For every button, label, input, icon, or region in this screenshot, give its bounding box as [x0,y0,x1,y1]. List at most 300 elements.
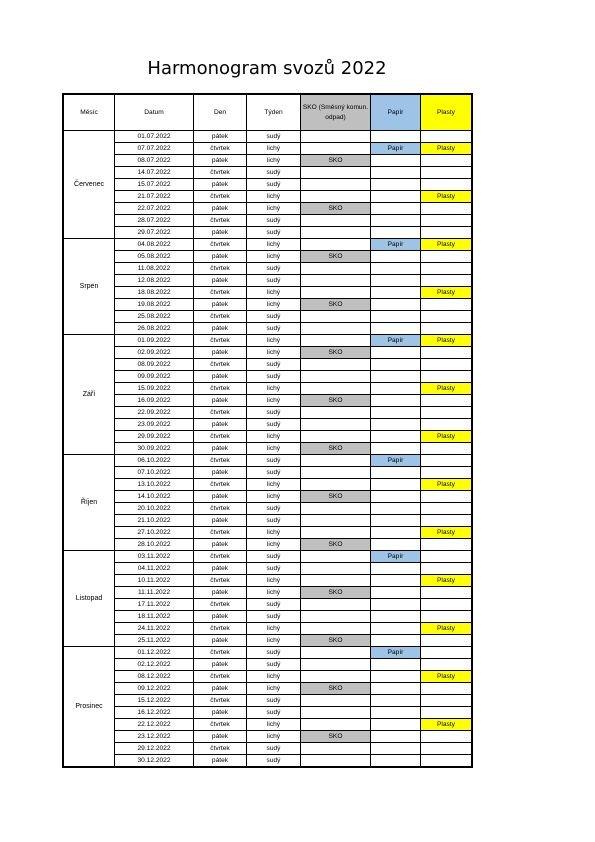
plasty-cell: Plasty [421,671,472,683]
tyden-cell: lichý [247,479,301,491]
papir-cell [371,227,421,239]
table-row [64,395,472,407]
table-row [64,755,472,767]
plasty-cell [421,731,472,743]
den-cell: čtvrtek [194,695,247,707]
plasty-cell [421,551,472,563]
papir-cell: Papír [371,239,421,251]
datum-cell: 15.09.2022 [115,383,194,395]
papir-cell: Papír [371,455,421,467]
table-row [64,359,472,371]
papir-cell [371,299,421,311]
sko-cell [301,227,371,239]
table-row [64,731,472,743]
table-row [64,575,472,587]
den-cell: pátek [194,515,247,527]
plasty-cell: Plasty [421,383,472,395]
papir-cell [371,407,421,419]
den-cell: pátek [194,419,247,431]
papir-cell [371,563,421,575]
table-row [64,383,472,395]
tyden-cell: lichý [247,395,301,407]
den-cell: čtvrtek [194,479,247,491]
den-cell: pátek [194,467,247,479]
sko-cell [301,743,371,755]
den-cell: čtvrtek [194,575,247,587]
tyden-cell: sudý [247,455,301,467]
table-row [64,503,472,515]
table-row [64,539,472,551]
tyden-cell: sudý [247,743,301,755]
papir-cell [371,287,421,299]
tyden-cell: sudý [247,515,301,527]
tyden-cell: lichý [247,491,301,503]
papir-cell [371,383,421,395]
plasty-cell: Plasty [421,623,472,635]
header-den: Den [194,95,247,131]
tyden-cell: lichý [247,587,301,599]
plasty-cell [421,467,472,479]
papir-cell [371,431,421,443]
plasty-cell: Plasty [421,479,472,491]
tyden-cell: sudý [247,227,301,239]
table-row [64,623,472,635]
den-cell: pátek [194,251,247,263]
tyden-cell: lichý [247,671,301,683]
den-cell: čtvrtek [194,263,247,275]
month-cell: Říjen [64,455,115,551]
header-mesic: Měsíc [64,95,115,131]
tyden-cell: sudý [247,419,301,431]
tyden-cell: lichý [247,539,301,551]
plasty-cell [421,251,472,263]
tyden-cell: lichý [247,575,301,587]
plasty-cell [421,491,472,503]
datum-cell: 12.08.2022 [115,275,194,287]
tyden-cell: lichý [247,347,301,359]
datum-cell: 16.09.2022 [115,395,194,407]
den-cell: pátek [194,275,247,287]
tyden-cell: lichý [247,635,301,647]
sko-cell [301,131,371,143]
papir-cell [371,719,421,731]
table-row [64,467,472,479]
table-row [64,227,472,239]
datum-cell: 19.08.2022 [115,299,194,311]
plasty-cell [421,179,472,191]
den-cell: čtvrtek [194,743,247,755]
datum-cell: 23.09.2022 [115,419,194,431]
sko-cell [301,527,371,539]
plasty-cell: Plasty [421,575,472,587]
plasty-cell [421,611,472,623]
table-row [64,251,472,263]
tyden-cell: lichý [247,431,301,443]
sko-cell: SKO [301,347,371,359]
papir-cell [371,539,421,551]
plasty-cell: Plasty [421,431,472,443]
sko-cell: SKO [301,251,371,263]
table-row [64,335,472,347]
sko-cell: SKO [301,539,371,551]
table-row [64,479,472,491]
den-cell: čtvrtek [194,167,247,179]
datum-cell: 29.09.2022 [115,431,194,443]
schedule-body [64,131,472,767]
table-row [64,671,472,683]
datum-cell: 14.07.2022 [115,167,194,179]
papir-cell [371,215,421,227]
table-row [64,191,472,203]
sko-cell: SKO [301,491,371,503]
plasty-cell [421,347,472,359]
header-papir: Papír [371,95,421,131]
papir-cell [371,155,421,167]
datum-cell: 22.07.2022 [115,203,194,215]
datum-cell: 25.11.2022 [115,635,194,647]
table-row [64,203,472,215]
papir-cell [371,659,421,671]
datum-cell: 28.10.2022 [115,539,194,551]
table-row [64,527,472,539]
datum-cell: 08.07.2022 [115,155,194,167]
sko-cell [301,287,371,299]
table-row [64,647,472,659]
datum-cell: 05.08.2022 [115,251,194,263]
papir-cell [371,587,421,599]
header-datum: Datum [115,95,194,131]
den-cell: čtvrtek [194,215,247,227]
table-row [64,599,472,611]
plasty-cell [421,539,472,551]
den-cell: pátek [194,683,247,695]
papir-cell [371,167,421,179]
tyden-cell: lichý [247,443,301,455]
sko-cell [301,275,371,287]
datum-cell: 29.12.2022 [115,743,194,755]
sko-cell [301,263,371,275]
tyden-cell: sudý [247,311,301,323]
datum-cell: 24.11.2022 [115,623,194,635]
tyden-cell: sudý [247,611,301,623]
papir-cell [371,515,421,527]
datum-cell: 25.08.2022 [115,311,194,323]
tyden-cell: sudý [247,599,301,611]
table-row [64,407,472,419]
table-row [64,167,472,179]
plasty-cell [421,407,472,419]
plasty-cell: Plasty [421,527,472,539]
plasty-cell [421,743,472,755]
month-cell: Srpen [64,239,115,335]
table-row [64,719,472,731]
den-cell: čtvrtek [194,503,247,515]
datum-cell: 11.08.2022 [115,263,194,275]
table-row [64,215,472,227]
datum-cell: 29.07.2022 [115,227,194,239]
tyden-cell: sudý [247,503,301,515]
plasty-cell [421,311,472,323]
table-row [64,239,472,251]
datum-cell: 26.08.2022 [115,323,194,335]
table-row [64,299,472,311]
plasty-cell [421,443,472,455]
plasty-cell [421,131,472,143]
den-cell: čtvrtek [194,431,247,443]
tyden-cell: lichý [247,683,301,695]
datum-cell: 28.07.2022 [115,215,194,227]
papir-cell [371,635,421,647]
papir-cell [371,683,421,695]
den-cell: čtvrtek [194,623,247,635]
plasty-cell [421,395,472,407]
tyden-cell: sudý [247,215,301,227]
papir-cell [371,395,421,407]
table-row [64,431,472,443]
sko-cell [301,191,371,203]
den-cell: pátek [194,155,247,167]
tyden-cell: lichý [247,191,301,203]
month-cell: Září [64,335,115,455]
den-cell: čtvrtek [194,599,247,611]
table-row [64,695,472,707]
tyden-cell: lichý [247,527,301,539]
tyden-cell: sudý [247,407,301,419]
den-cell: čtvrtek [194,311,247,323]
tyden-cell: sudý [247,467,301,479]
plasty-cell: Plasty [421,239,472,251]
tyden-cell: sudý [247,659,301,671]
papir-cell: Papír [371,143,421,155]
sko-cell: SKO [301,587,371,599]
datum-cell: 30.09.2022 [115,443,194,455]
datum-cell: 20.10.2022 [115,503,194,515]
sko-cell: SKO [301,203,371,215]
papir-cell [371,371,421,383]
sko-cell [301,515,371,527]
den-cell: pátek [194,395,247,407]
tyden-cell: lichý [247,287,301,299]
sko-cell: SKO [301,395,371,407]
month-cell: Listopad [64,551,115,647]
den-cell: čtvrtek [194,455,247,467]
tyden-cell: lichý [247,143,301,155]
datum-cell: 27.10.2022 [115,527,194,539]
den-cell: pátek [194,563,247,575]
table-row [64,443,472,455]
papir-cell [371,251,421,263]
tyden-cell: sudý [247,371,301,383]
den-cell: čtvrtek [194,527,247,539]
tyden-cell: lichý [247,623,301,635]
header-tyden: Týden [247,95,301,131]
tyden-cell: sudý [247,359,301,371]
den-cell: pátek [194,707,247,719]
papir-cell [371,191,421,203]
sko-cell [301,563,371,575]
sko-cell: SKO [301,299,371,311]
papir-cell [371,611,421,623]
den-cell: pátek [194,731,247,743]
plasty-cell [421,419,472,431]
header-plasty: Plasty [421,95,472,131]
den-cell: čtvrtek [194,719,247,731]
datum-cell: 08.12.2022 [115,671,194,683]
datum-cell: 18.11.2022 [115,611,194,623]
den-cell: čtvrtek [194,551,247,563]
sko-cell [301,431,371,443]
papir-cell [371,503,421,515]
papir-cell [371,203,421,215]
den-cell: čtvrtek [194,407,247,419]
den-cell: pátek [194,587,247,599]
schedule-table [63,94,472,767]
sko-cell [301,383,371,395]
table-row [64,611,472,623]
table-row [64,635,472,647]
den-cell: pátek [194,755,247,767]
papir-cell [371,707,421,719]
table-row [64,743,472,755]
tyden-cell: sudý [247,755,301,767]
papir-cell [371,731,421,743]
papir-cell [371,467,421,479]
plasty-cell [421,263,472,275]
table-row [64,707,472,719]
den-cell: pátek [194,347,247,359]
papir-cell [371,347,421,359]
sko-cell [301,359,371,371]
table-row [64,287,472,299]
papir-cell: Papír [371,335,421,347]
plasty-cell [421,155,472,167]
table-row [64,143,472,155]
sko-cell [301,419,371,431]
plasty-cell [421,587,472,599]
month-cell: Prosinec [64,647,115,767]
datum-cell: 16.12.2022 [115,707,194,719]
den-cell: pátek [194,443,247,455]
datum-cell: 04.11.2022 [115,563,194,575]
sko-cell [301,647,371,659]
table-row [64,491,472,503]
plasty-cell [421,659,472,671]
datum-cell: 07.10.2022 [115,467,194,479]
datum-cell: 15.12.2022 [115,695,194,707]
datum-cell: 01.12.2022 [115,647,194,659]
papir-cell [371,311,421,323]
den-cell: pátek [194,611,247,623]
datum-cell: 10.11.2022 [115,575,194,587]
plasty-cell [421,227,472,239]
datum-cell: 09.09.2022 [115,371,194,383]
sko-cell [301,695,371,707]
table-row [64,131,472,143]
datum-cell: 18.08.2022 [115,287,194,299]
sko-cell: SKO [301,635,371,647]
sko-cell [301,215,371,227]
papir-cell: Papír [371,647,421,659]
datum-cell: 22.12.2022 [115,719,194,731]
plasty-cell [421,323,472,335]
table-row [64,563,472,575]
sko-cell [301,371,371,383]
datum-cell: 22.09.2022 [115,407,194,419]
page-title-text: Harmonogram svozů 2022 [147,58,387,79]
sko-cell [301,659,371,671]
sko-cell [301,143,371,155]
papir-cell [371,599,421,611]
tyden-cell: lichý [247,239,301,251]
datum-cell: 07.07.2022 [115,143,194,155]
table-row [64,551,472,563]
plasty-cell [421,563,472,575]
datum-cell: 06.10.2022 [115,455,194,467]
datum-cell: 02.12.2022 [115,659,194,671]
table-row [64,347,472,359]
sko-cell [301,623,371,635]
sko-cell [301,167,371,179]
den-cell: pátek [194,227,247,239]
plasty-cell [421,647,472,659]
sko-cell: SKO [301,683,371,695]
plasty-cell [421,275,472,287]
plasty-cell [421,371,472,383]
den-cell: pátek [194,491,247,503]
plasty-cell [421,455,472,467]
den-cell: pátek [194,179,247,191]
datum-cell: 30.12.2022 [115,755,194,767]
datum-cell: 23.12.2022 [115,731,194,743]
tyden-cell: lichý [247,719,301,731]
sko-cell [301,575,371,587]
tyden-cell: sudý [247,647,301,659]
page-title [0,58,534,79]
datum-cell: 11.11.2022 [115,587,194,599]
papir-cell [371,575,421,587]
sko-cell: SKO [301,731,371,743]
papir-cell [371,755,421,767]
papir-cell: Papír [371,551,421,563]
plasty-cell [421,215,472,227]
sko-cell [301,599,371,611]
tyden-cell: sudý [247,563,301,575]
sko-cell [301,179,371,191]
papir-cell [371,695,421,707]
papir-cell [371,419,421,431]
papir-cell [371,479,421,491]
plasty-cell [421,683,472,695]
den-cell: pátek [194,659,247,671]
papir-cell [371,359,421,371]
datum-cell: 09.12.2022 [115,683,194,695]
papir-cell [371,263,421,275]
sko-cell [301,707,371,719]
table-row [64,515,472,527]
table-row [64,371,472,383]
datum-cell: 21.07.2022 [115,191,194,203]
tyden-cell: sudý [247,167,301,179]
den-cell: pátek [194,299,247,311]
sko-cell [301,335,371,347]
den-cell: čtvrtek [194,359,247,371]
plasty-cell: Plasty [421,143,472,155]
table-row [64,263,472,275]
tyden-cell: lichý [247,155,301,167]
sko-cell: SKO [301,155,371,167]
header-sko: SKO (Směsný komun. odpad) [301,95,371,131]
papir-cell [371,623,421,635]
